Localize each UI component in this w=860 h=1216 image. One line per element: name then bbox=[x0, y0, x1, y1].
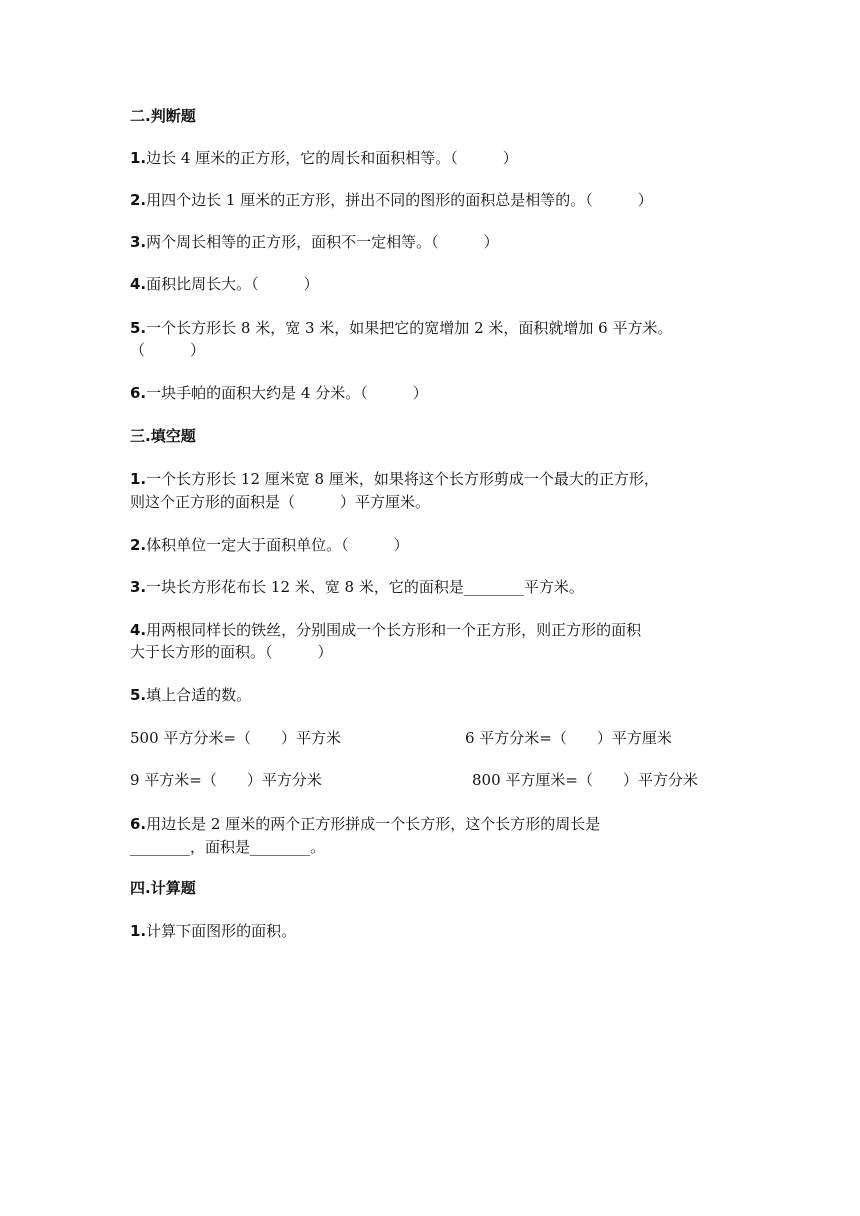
fill-question-6-continuation: ________，面积是________。 bbox=[130, 838, 326, 856]
question-text: 一个长方形长 8 米，宽 3 米，如果把它的宽增加 2 米，面积就增加 6 平方米。 bbox=[146, 319, 673, 337]
judge-question-5 bbox=[130, 317, 740, 339]
fill-question-2 bbox=[130, 534, 740, 556]
judge-question-2 bbox=[130, 189, 740, 211]
question-text: 用四个边长 1 厘米的正方形，拼出不同的图形的面积总是相等的。（ ） bbox=[146, 191, 653, 209]
question-text: 体积单位一定大于面积单位。（ ） bbox=[146, 536, 409, 554]
fill-question-1-continuation: 则这个正方形的面积是（ ）平方厘米。 bbox=[130, 493, 431, 511]
question-text: 填上合适的数。 bbox=[146, 686, 252, 704]
conversion-row2-left: 9 平方米=（ ）平方分米 bbox=[130, 771, 322, 789]
question-number: 5. bbox=[130, 319, 147, 337]
judge-question-5-continuation: （ ） bbox=[130, 341, 206, 359]
question-text: 边长 4 厘米的正方形，它的周长和面积相等。（ ） bbox=[146, 149, 518, 167]
fill-question-4-continuation: 大于长方形的面积。（ ） bbox=[130, 643, 333, 661]
section-4-title: 四.计算题 bbox=[130, 879, 196, 897]
conversion-row1-right: 6 平方分米=（ ）平方厘米 bbox=[465, 729, 672, 747]
question-number: 4. bbox=[130, 621, 147, 639]
question-number: 1. bbox=[130, 470, 147, 488]
judge-question-3 bbox=[130, 231, 740, 253]
question-number: 6. bbox=[130, 384, 147, 402]
question-text: 计算下面图形的面积。 bbox=[146, 922, 297, 940]
question-text: 一块手帕的面积大约是 4 分米。（ ） bbox=[146, 384, 428, 402]
question-number: 2. bbox=[130, 536, 147, 554]
question-number: 6. bbox=[130, 815, 147, 833]
question-number: 2. bbox=[130, 191, 147, 209]
question-text: 用两根同样长的铁丝，分别围成一个长方形和一个正方形，则正方形的面积 bbox=[146, 621, 642, 639]
fill-question-3 bbox=[130, 576, 740, 598]
conversion-row1-left: 500 平方分米=（ ）平方米 bbox=[130, 729, 341, 747]
question-number: 1. bbox=[130, 149, 147, 167]
fill-question-1 bbox=[130, 468, 740, 490]
question-number: 1. bbox=[130, 922, 147, 940]
fill-question-4 bbox=[130, 619, 740, 641]
question-text: 一块长方形花布长 12 米、宽 8 米，它的面积是________平方米。 bbox=[146, 578, 584, 596]
question-number: 3. bbox=[130, 578, 147, 596]
judge-question-4 bbox=[130, 273, 740, 295]
question-number: 4. bbox=[130, 275, 147, 293]
question-text: 一个长方形长 12 厘米宽 8 厘米，如果将这个长方形剪成一个最大的正方形， bbox=[146, 470, 659, 488]
conversion-row2-right: 800 平方厘米=（ ）平方分米 bbox=[472, 771, 698, 789]
question-text: 面积比周长大。（ ） bbox=[146, 275, 319, 293]
calc-question-1 bbox=[130, 920, 740, 942]
section-2-title: 二.判断题 bbox=[130, 107, 196, 125]
section-3-title: 三.填空题 bbox=[130, 427, 196, 445]
question-number: 5. bbox=[130, 686, 147, 704]
judge-question-6 bbox=[130, 382, 740, 404]
judge-question-1 bbox=[130, 147, 740, 169]
question-text: 用边长是 2 厘米的两个正方形拼成一个长方形，这个长方形的周长是 bbox=[146, 815, 601, 833]
question-number: 3. bbox=[130, 233, 147, 251]
fill-question-5 bbox=[130, 684, 740, 706]
fill-question-6 bbox=[130, 813, 740, 835]
question-text: 两个周长相等的正方形，面积不一定相等。（ ） bbox=[146, 233, 499, 251]
